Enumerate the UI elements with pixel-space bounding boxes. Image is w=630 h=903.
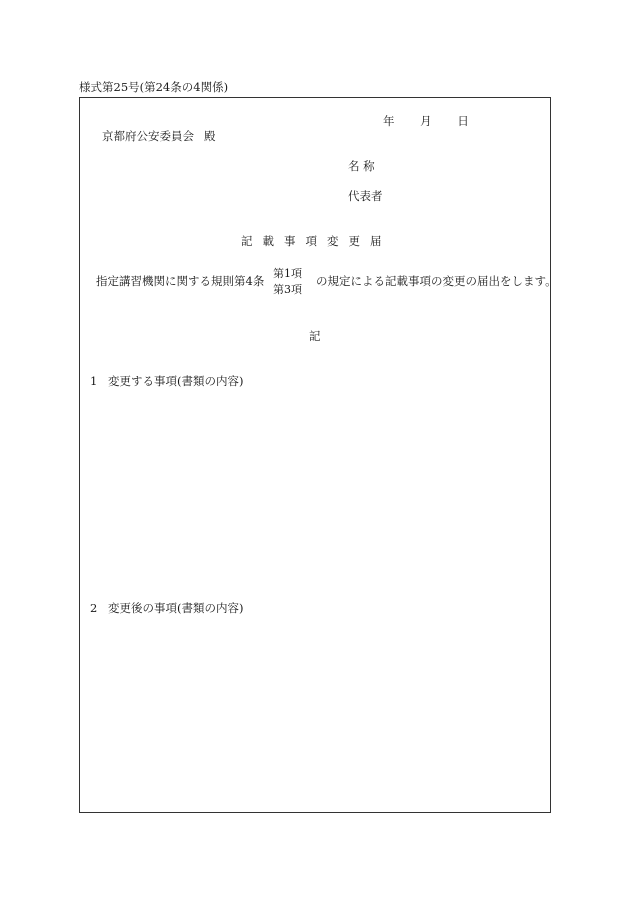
addressee — [102, 131, 216, 143]
addressee-honorific: 殿 — [204, 129, 216, 143]
item-after-change — [90, 603, 243, 615]
paragraph-option-2: 第3項 — [273, 283, 302, 296]
date-day-label: 日 — [457, 114, 469, 128]
item-number: 2 — [90, 601, 98, 615]
item-label: 変更後の事項(書類の内容) — [108, 601, 244, 615]
name-label: 名 称 — [348, 159, 375, 173]
date-row — [383, 116, 469, 128]
statement-suffix: の規定による記載事項の変更の届出をします。 — [316, 274, 557, 288]
statement-prefix: 指定講習機関に関する規則第4条 — [96, 274, 265, 288]
form-number: 様式第25号(第24条の4関係) — [79, 80, 229, 94]
representative-label: 代表者 — [348, 189, 383, 203]
ki-heading: 記 — [309, 329, 321, 343]
date-year-label: 年 — [383, 114, 395, 128]
item-changed-matter — [90, 376, 243, 388]
form-frame — [79, 97, 551, 813]
date-month-label: 月 — [420, 114, 432, 128]
addressee-name: 京都府公安委員会 — [102, 129, 194, 143]
item-label: 変更する事項(書類の内容) — [108, 374, 244, 388]
paragraph-option-1: 第1項 — [273, 267, 302, 280]
item-number: 1 — [90, 374, 98, 388]
form-title: 記載事項変更届 — [241, 234, 392, 248]
